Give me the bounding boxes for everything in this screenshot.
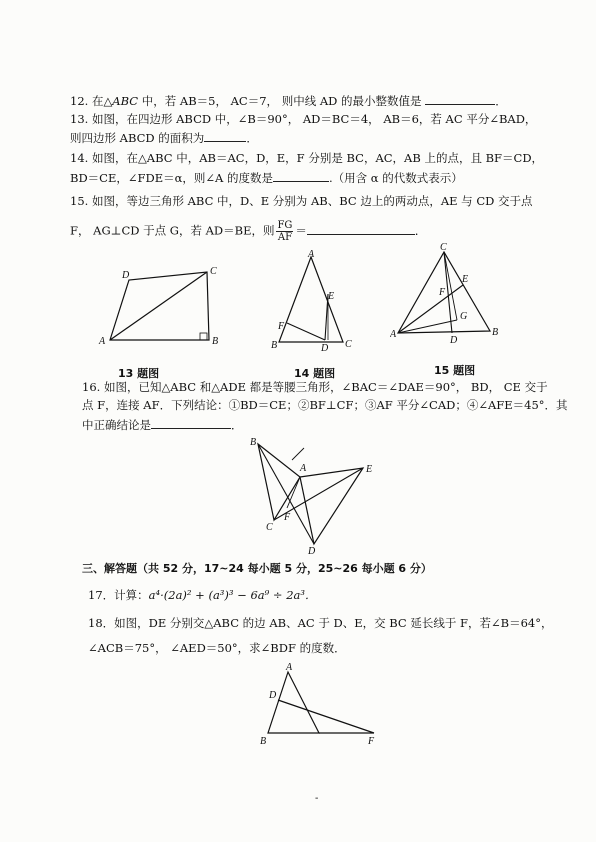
fig18-label-F: F	[368, 736, 375, 747]
q17-expression: a⁴·(2a)² + (a³)³ − 6a⁹ ÷ 2a³．	[148, 588, 317, 602]
question-18-line1: 18．如图，DE 分别交△ABC 的边 AB、AC 于 D、E，交 BC 延长线于 F，若∠B＝64°，	[88, 616, 553, 630]
fig14-label-A: A	[308, 249, 315, 260]
fig18-label-B: B	[260, 736, 267, 747]
question-14-line1: 14. 如图，在△ABC 中，AB＝AC，D，E，F 分别是 BC，AC，AB 上的点，且 BF＝CD，	[70, 151, 544, 165]
fig15-label-E: E	[462, 274, 469, 285]
q12-rest: AB＝5， AC＝7， 则中线 AD 的最小整数值是	[179, 94, 422, 108]
fig18-label-D: D	[269, 690, 277, 701]
question-14-line2	[70, 170, 463, 185]
figure-13	[96, 262, 222, 348]
caption-fig15: 15 题图	[434, 364, 476, 377]
caption-fig13: 13 题图	[118, 367, 160, 380]
answer-blank-12[interactable]	[425, 93, 495, 105]
q12-mid: 中，若	[138, 94, 180, 108]
q14-line2a: BD＝CE，∠FDE＝α，则∠A 的度数是	[70, 171, 273, 185]
q12-triangle: ABC	[112, 94, 139, 108]
fig15-label-G: G	[460, 311, 468, 322]
answer-blank-15[interactable]	[307, 223, 415, 235]
question-13-line1: 13. 如图，在四边形 ABCD 中，∠B＝90°， AD＝BC＝4， AB＝6，若 AC 平分∠BAD，	[70, 112, 537, 126]
fig13-label-D: D	[122, 270, 130, 281]
section-3-heading: 三、解答题（共 52 分，17~24 每小题 5 分，25~26 每小题 6 分）	[82, 562, 432, 575]
q13-line2-text: 则四边形 ABCD 的面积为	[70, 131, 205, 145]
fig15-label-C: C	[440, 242, 447, 253]
fig14-label-F: F	[278, 321, 285, 332]
answer-blank-16[interactable]	[151, 417, 231, 429]
fig15-label-A: A	[390, 329, 397, 340]
q15-line2b: ＝	[295, 223, 307, 238]
question-15-line2: F， AG⊥CD 于点 G，若 AD＝BE，则 $\frac{FG}{AF}$ ＝ ．	[70, 220, 427, 243]
question-13-line2: 则四边形 ABCD 的面积为 ．	[70, 131, 258, 145]
fig15-label-F: F	[439, 287, 446, 298]
fig16-label-B: B	[250, 437, 257, 448]
question-12: 12. 在△ABC 中，若 AB＝5， AC＝7， 则中线 AD 的最小整数值是 ．	[70, 94, 507, 108]
page-footer-mark: -	[315, 793, 319, 804]
q16-line3-text: 中正确结论是	[82, 418, 151, 432]
fig16-label-C: C	[266, 522, 273, 533]
fig16-label-F: F	[284, 512, 291, 523]
question-17	[88, 588, 316, 602]
question-16-line2: 点 F，连接 AF．下列结论：①BD＝CE；②BF⊥CF；③AF 平分∠CAD；④∠AFE＝45°．其	[82, 398, 568, 412]
fig13-label-B: B	[212, 336, 219, 347]
question-15-line1: 15. 如图，等边三角形 ABC 中，D、E 分别为 AB、BC 边上的两动点，AE 与 CD 交于点	[70, 194, 533, 208]
figure-14	[270, 247, 360, 353]
q12-text: 12. 在△	[70, 94, 113, 108]
fig15-label-B: B	[492, 327, 499, 338]
figure-18	[256, 660, 386, 750]
question-18-line2: ∠ACB＝75°， ∠AED＝50°，求∠BDF 的度数．	[88, 641, 346, 655]
caption-fig14: 14 题图	[294, 367, 336, 380]
fig13-label-C: C	[210, 266, 217, 277]
question-16-line3: 中正确结论是 ．	[82, 418, 243, 432]
answer-blank-14[interactable]	[273, 170, 329, 182]
fig16-label-E: E	[366, 464, 373, 475]
fig16-label-A: A	[300, 463, 307, 474]
fig15-label-D: D	[450, 335, 458, 346]
fig14-label-B: B	[271, 340, 278, 351]
answer-blank-13[interactable]	[204, 130, 246, 142]
figure-16	[246, 432, 380, 556]
figure-15	[390, 240, 506, 348]
q15-frac-den: AF	[277, 232, 293, 243]
fig18-label-A: A	[286, 662, 293, 673]
q15-line2a: F， AG⊥CD 于点 G，若 AD＝BE，则	[70, 223, 275, 238]
q15-frac-num: FG	[277, 220, 293, 231]
fig13-label-A: A	[99, 336, 106, 347]
fig14-label-C: C	[345, 339, 352, 350]
q17-label: 17．计算：	[88, 588, 149, 602]
fig16-label-D: D	[308, 546, 316, 556]
fig14-label-D: D	[321, 343, 329, 353]
q14-line2b: .（用含 α 的代数式表示）	[328, 171, 463, 185]
fig14-label-E: E	[328, 291, 335, 302]
q15-fraction	[276, 220, 293, 243]
question-16-line1: 16. 如图，已知△ABC 和△ADE 都是等腰三角形，∠BAC＝∠DAE＝90°， BD， CE 交于	[82, 380, 548, 394]
